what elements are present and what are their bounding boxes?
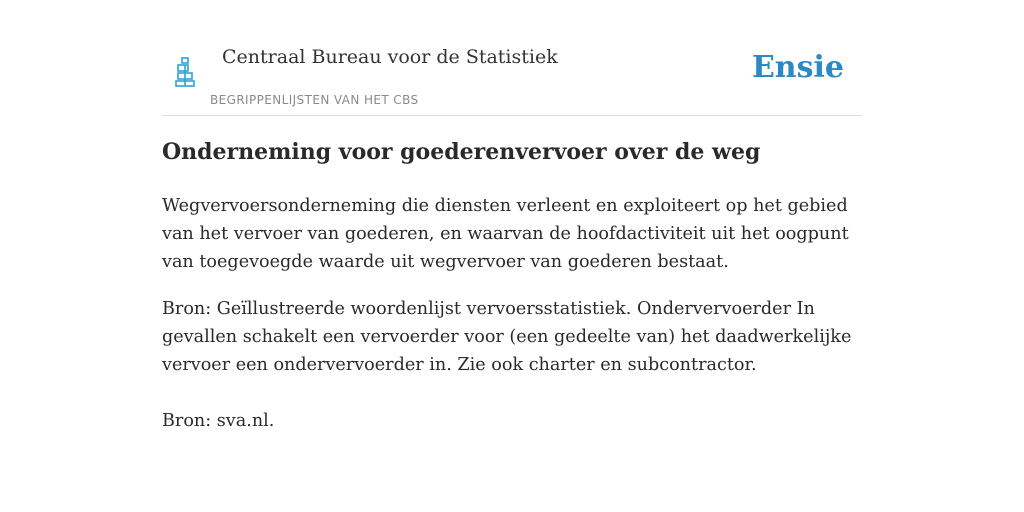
- source-name[interactable]: Centraal Bureau voor de Statistiek: [222, 46, 558, 68]
- source-header: [162, 0, 862, 116]
- brand-logo[interactable]: Ensie: [751, 50, 844, 85]
- page-title: Onderneming voor goederenvervoer over de weg: [162, 139, 761, 165]
- definition-paragraph: Wegvervoersonderneming die diensten verleent en exploiteert op het gebied van het vervoer van goederen, en waarvan de hoofdactiviteit uit het oogpunt van toegevoegde waarde uit wegvervoer van goederen bestaat.: [162, 196, 849, 272]
- document-page: [162, 0, 862, 431]
- source-paragraph: Bron: Geïllustreerde woordenlijst vervoersstatistiek. Ondervervoerder In gevallen schakelt een vervoerder voor (een gedeelte van) het daadwerkelijke vervoer een ondervervoerder in. Zie ook charter en subcontractor.: [162, 299, 852, 375]
- source-subtitle[interactable]: BEGRIPPENLIJSTEN VAN HET CBS: [210, 93, 419, 107]
- cbs-logo-icon: [174, 56, 198, 88]
- source-paragraph: Bron: sva.nl.: [162, 411, 275, 431]
